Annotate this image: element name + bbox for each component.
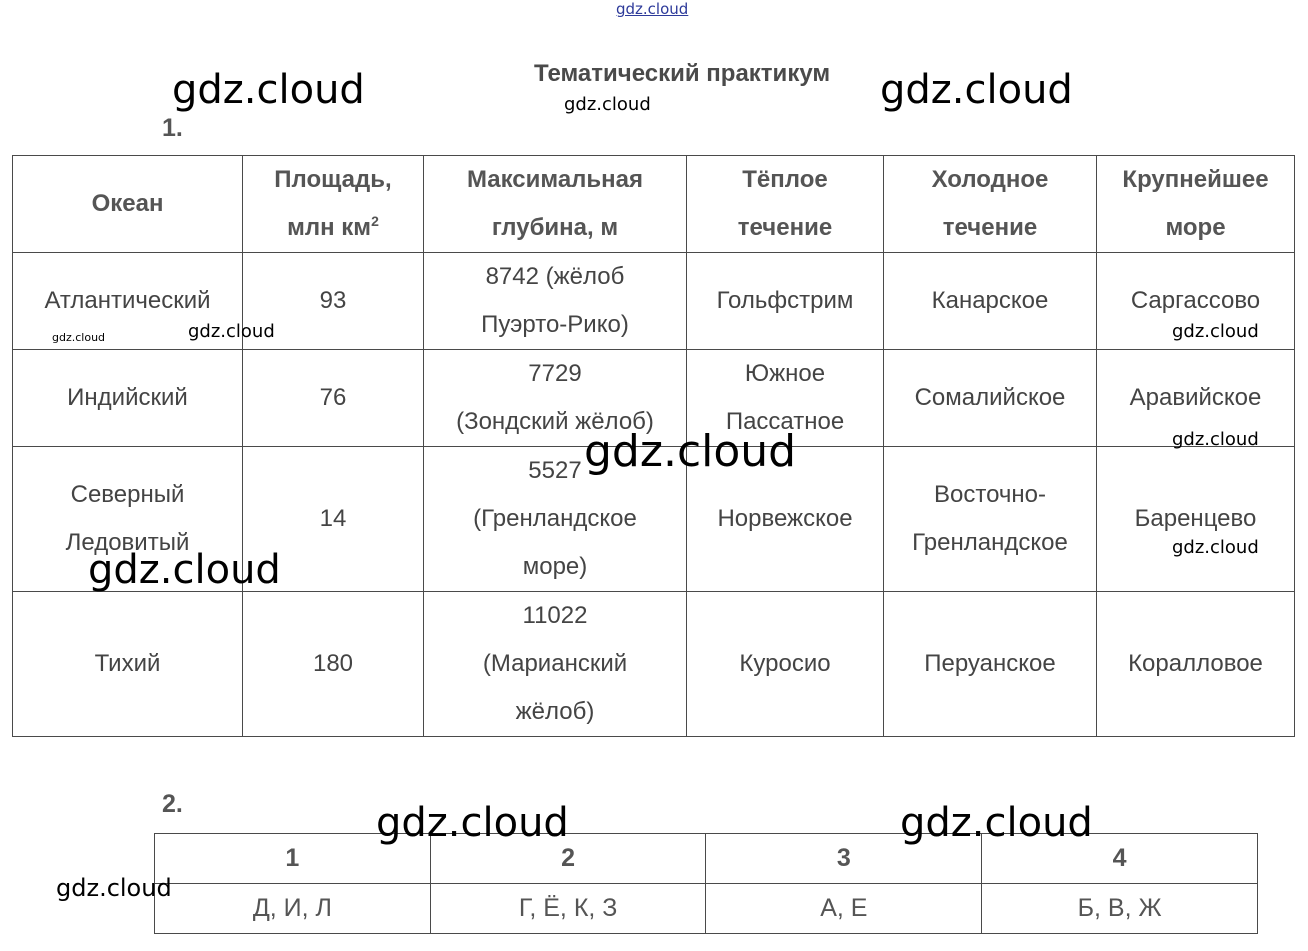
watermark: gdz.cloud — [88, 547, 281, 593]
cell-cold: Восточно- Гренландское — [884, 447, 1097, 592]
cell-warm: Гольфстрим — [687, 253, 884, 350]
cell-ocean: Индийский — [13, 350, 243, 447]
cell-warm: Южное Пассатное — [687, 350, 884, 447]
watermark: gdz.cloud — [584, 426, 797, 477]
cell-depth: 7729 (Зондский жёлоб) — [424, 350, 687, 447]
table-row — [13, 592, 1295, 737]
header-largest-sea: Крупнейшее море — [1097, 156, 1295, 253]
watermark: gdz.cloud — [1172, 537, 1259, 558]
watermark: gdz.cloud — [172, 67, 365, 113]
watermark: gdz.cloud — [1172, 321, 1259, 342]
cell-depth: 8742 (жёлоб Пуэрто-Рико) — [424, 253, 687, 350]
header-cell: 4 — [982, 834, 1258, 884]
cell-area: 76 — [243, 350, 424, 447]
header-cell: 3 — [706, 834, 982, 884]
cell-cold: Сомалийское — [884, 350, 1097, 447]
cell-area: 14 — [243, 447, 424, 592]
answer-cell: Д, И, Л — [155, 884, 431, 934]
cell-cold: Канарское — [884, 253, 1097, 350]
watermark: gdz.cloud — [900, 800, 1093, 846]
watermark: gdz.cloud — [376, 800, 569, 846]
cell-warm: Куросио — [687, 592, 884, 737]
cell-depth: 11022 (Марианский жёлоб) — [424, 592, 687, 737]
watermark: gdz.cloud — [52, 331, 106, 344]
header-cell: 2 — [430, 834, 706, 884]
header-warm-current: Тёплое течение — [687, 156, 884, 253]
header-depth: Максимальная глубина, м — [424, 156, 687, 253]
cell-ocean: Атлантический — [13, 253, 243, 350]
answer-cell: Г, Ё, К, З — [430, 884, 706, 934]
watermark: gdz.cloud — [188, 321, 275, 342]
cell-depth: 5527 (Гренландское море) — [424, 447, 687, 592]
watermark: gdz.cloud — [880, 67, 1073, 113]
cell-sea: Саргассово — [1097, 253, 1295, 350]
header-area: Площадь, млн $км^2$ — [243, 156, 424, 253]
cell-sea: Аравийское — [1097, 350, 1295, 447]
header-cell: 1 — [155, 834, 431, 884]
answer-cell: А, Е — [706, 884, 982, 934]
cell-area: 180 — [243, 592, 424, 737]
page-title: Тематический практикум — [534, 60, 831, 87]
cell-ocean: Северный Ледовитый — [13, 447, 243, 592]
cell-sea: Коралловое — [1097, 592, 1295, 737]
watermark: gdz.cloud — [56, 874, 172, 902]
cell-warm: Норвежское — [687, 447, 884, 592]
watermark: gdz.cloud — [564, 94, 651, 115]
table-row — [155, 884, 1258, 934]
header-cold-current: Холодное течение — [884, 156, 1097, 253]
answer-cell: Б, В, Ж — [982, 884, 1258, 934]
section-number: 1. — [162, 114, 183, 142]
header-ocean: Океан — [13, 156, 243, 253]
cell-area: 93 — [243, 253, 424, 350]
cell-sea: Баренцево — [1097, 447, 1295, 592]
answers-table — [154, 833, 1258, 934]
cell-ocean: Тихий — [13, 592, 243, 737]
section-number: 2. — [162, 790, 183, 818]
watermark: gdz.cloud — [616, 0, 689, 18]
cell-cold: Перуанское — [884, 592, 1097, 737]
table-header-row — [13, 156, 1295, 253]
watermark: gdz.cloud — [1172, 429, 1259, 450]
